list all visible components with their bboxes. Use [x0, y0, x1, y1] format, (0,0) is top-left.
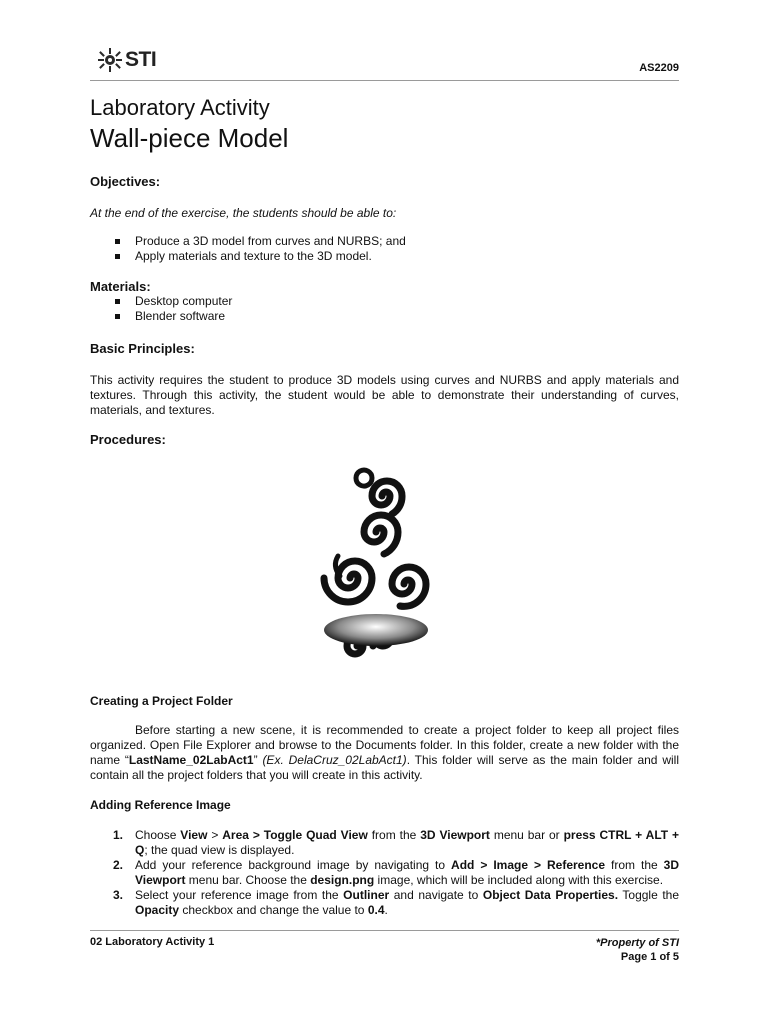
property-notice: *Property of STI — [595, 937, 679, 949]
objectives-heading: Objectives: — [90, 174, 161, 189]
project-folder-heading: Creating a Project Folder — [90, 694, 233, 708]
logo-text: STI — [125, 48, 157, 71]
list-item: Apply materials and texture to the 3D model. — [90, 249, 406, 264]
sti-logo-icon — [96, 47, 124, 73]
materials-heading: Materials: — [90, 279, 151, 294]
document-title: Wall-piece Model — [90, 123, 289, 153]
document-subtitle: Laboratory Activity — [90, 95, 270, 120]
project-folder-text: Before starting a new scene, it is recommended to create a project folder to keep all project files organized. Open File Explorer and browse to the Documents folder. In this folder, create a new folder with the name “LastName_02LabAct1” (Ex. DelaCruz_02LabAct1). This folder will serve as the main folder and will contain all the project folders that you will create in this activity. — [90, 723, 679, 782]
materials-list — [90, 294, 232, 324]
principles-heading: Basic Principles: — [90, 341, 195, 356]
reference-heading: Adding Reference Image — [90, 798, 231, 812]
list-item: Desktop computer — [90, 294, 232, 309]
list-item: Blender software — [90, 309, 232, 324]
reference-steps — [90, 828, 679, 918]
list-item: 2. Add your reference background image by navigating to Add > Image > Reference from the 3D Viewport menu bar. Choose the design.png image, which will be included along with this exercise. — [113, 858, 680, 887]
course-code: AS2209 — [639, 62, 679, 74]
objectives-list — [90, 234, 406, 264]
footer-activity-label: 02 Laboratory Activity 1 — [90, 936, 215, 948]
header-divider — [90, 80, 679, 81]
page-number: Page 1 of 5 — [620, 951, 679, 963]
list-item: 1. Choose View > Area > Toggle Quad View from the 3D Viewport menu bar or press CTRL + ALT + Q; the quad view is displayed. — [113, 828, 680, 857]
list-item: 3. Select your reference image from the Outliner and navigate to Object Data Properties. Toggle the Opacity checkbox and change the value to 0.4. — [113, 888, 680, 917]
sti-logo — [96, 47, 156, 73]
footer-right — [596, 936, 679, 964]
principles-text: This activity requires the student to produce 3D models using curves and NURBS and apply materials and textures. Through this activity, the student would be able to demonstrate their understanding of curves, materials, and textures. — [90, 373, 679, 417]
objectives-intro: At the end of the exercise, the students should be able to: — [90, 206, 397, 220]
wall-piece-spiral-figure — [310, 460, 450, 672]
list-item: Produce a 3D model from curves and NURBS; and — [90, 234, 406, 249]
procedures-heading: Procedures: — [90, 432, 166, 447]
footer-divider — [90, 930, 679, 931]
